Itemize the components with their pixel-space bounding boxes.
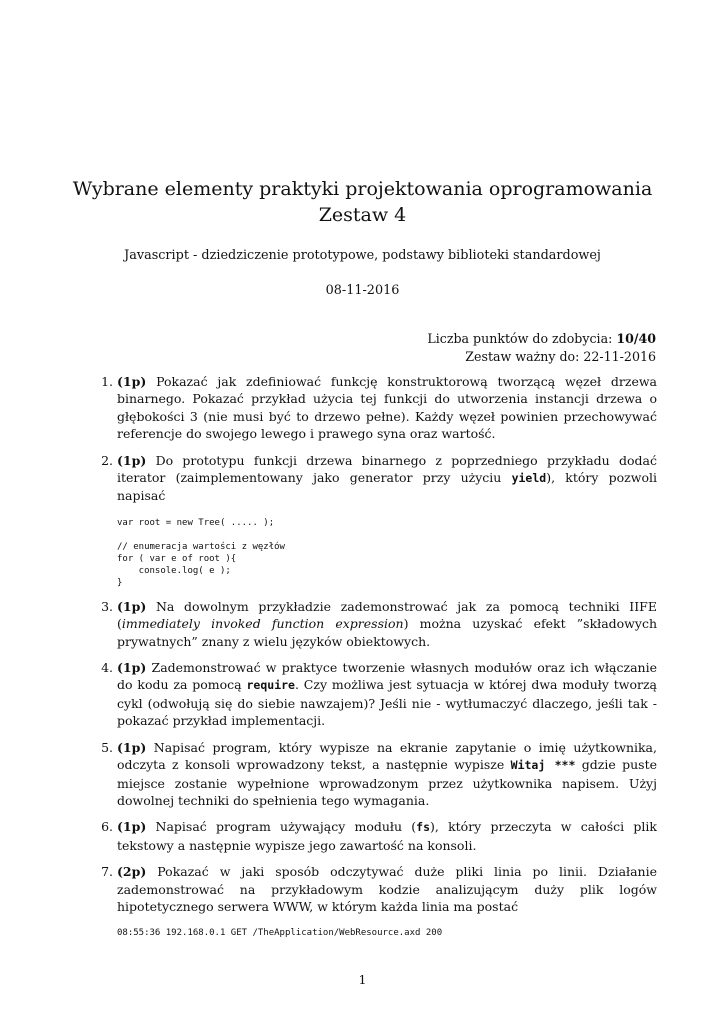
task-text: Napisać program używający modułu ( <box>155 819 417 835</box>
task-number: 2. <box>101 452 113 468</box>
task-list <box>101 373 658 948</box>
task-number: 4. <box>101 660 113 676</box>
code-keyword: require <box>246 678 295 693</box>
task-points: (1p) <box>117 452 147 468</box>
code-block: 08:55:36 192.168.0.1 GET /TheApplication/WebResource.axd 200 <box>117 928 443 939</box>
task-number: 6. <box>101 819 113 835</box>
code-keyword: yield <box>511 471 547 486</box>
page-number: 1 <box>358 972 367 987</box>
code-keyword: Witaj *** <box>510 758 576 773</box>
task-text: Do prototypu funkcji drzewa binarnego z poprzedniego przykładu dodać iterator (zaimplementowany jako generator przy użyciu <box>117 452 657 486</box>
task-item-5 <box>101 739 657 810</box>
task-item-4 <box>101 659 657 730</box>
title-block <box>0 176 725 298</box>
task-text: Na dowolnym przykładzie zademonstrować jak za pomocą techniki IIFE ( <box>117 598 657 632</box>
task-italic-term: immediately invoked function expression <box>121 616 404 632</box>
task-number: 7. <box>101 864 113 880</box>
task-points: (1p) <box>117 819 147 835</box>
task-points: (1p) <box>117 598 147 614</box>
title-line-2: Zestaw 4 <box>318 204 407 226</box>
task-item-1 <box>101 373 657 443</box>
task-text: Zademonstrować w praktyce tworzenie własnych modułów oraz ich włączanie do kodu za pomocą <box>117 660 657 693</box>
deadline-line <box>427 348 656 366</box>
points-line <box>427 330 656 348</box>
task-points: (1p) <box>117 660 147 676</box>
points-label: Liczba punktów do zdobycia: <box>427 331 613 346</box>
task-number: 3. <box>101 598 113 614</box>
title-line-1: Wybrane elementy praktyki projektowania oprogramowania <box>72 178 653 200</box>
task-text: ), który pozwoli napisać <box>117 470 657 504</box>
code-block: var root = new Tree( ..... ); // enumeracja wartości z węzłów for ( var e of root ){ console.log( e ); } <box>117 517 285 588</box>
task-item-3 <box>101 598 657 650</box>
task-item-2 <box>101 452 657 589</box>
task-number: 5. <box>101 739 113 755</box>
document-subtitle: Javascript - dziedziczenie prototypowe, podstawy biblioteki standardowej <box>124 248 601 263</box>
task-points: (1p) <box>117 739 147 755</box>
task-text: Napisać program, który wypisze na ekranie zapytanie o imię użytkownika, odczyta z konsoli wprowadzony tekst, a następnie wypisze <box>117 739 657 773</box>
deadline-value: 22-11-2016 <box>583 349 656 364</box>
task-text: ), który przeczyta w całości plik tekstowy a następnie wypisze jego zawartość na konsoli. <box>117 819 657 853</box>
document-date: 08-11-2016 <box>325 283 400 298</box>
task-points: (1p) <box>117 374 147 389</box>
task-text: Pokazać jak zdefiniować funkcję konstruktorową tworzącą węzeł drzewa binarnego. Pokazać przykład użycia tej funkcji do utworzenia instancji drzewa o głębokości 3 (nie musi być to drzewo pełne). Każdy węzeł powinien przechowywać referencje do swojego lewego i prawego syna oraz wartość. <box>117 374 657 442</box>
assignment-meta <box>427 330 656 366</box>
document-title <box>0 176 725 228</box>
task-text: gdzie puste miejsce zostanie wypełnione wprowadzonym przez użytkownika napisem. Użyj dowolnej techniki do spełnienia tego wymagania. <box>117 757 657 808</box>
task-text: ) można uzyskać efekt ”składowych prywatnych” znany z wielu języków obiektowych. <box>117 616 657 649</box>
task-number: 1. <box>101 374 113 389</box>
deadline-label: Zestaw ważny do: <box>465 349 580 364</box>
task-text: . Czy możliwa jest sytuacja w której dwa moduły tworzą cykl (odwołują się do siebie nawzajem)? Jeśli nie - wytłumaczyć dlaczego, jeśli tak - pokazać przykład implementacji. <box>117 677 657 729</box>
task-item-6 <box>101 818 657 854</box>
code-keyword: fs <box>416 820 430 835</box>
points-value: 10/40 <box>616 331 656 346</box>
task-points: (2p) <box>117 864 147 880</box>
task-item-7 <box>101 863 658 939</box>
task-text: Pokazać w jaki sposób odczytywać duże pliki linia po linii. Działanie zademonstrować na przykładowym kodzie analizującym duży plik logów hipotetycznego serwera WWW, w którym każda linia ma postać <box>117 864 658 914</box>
